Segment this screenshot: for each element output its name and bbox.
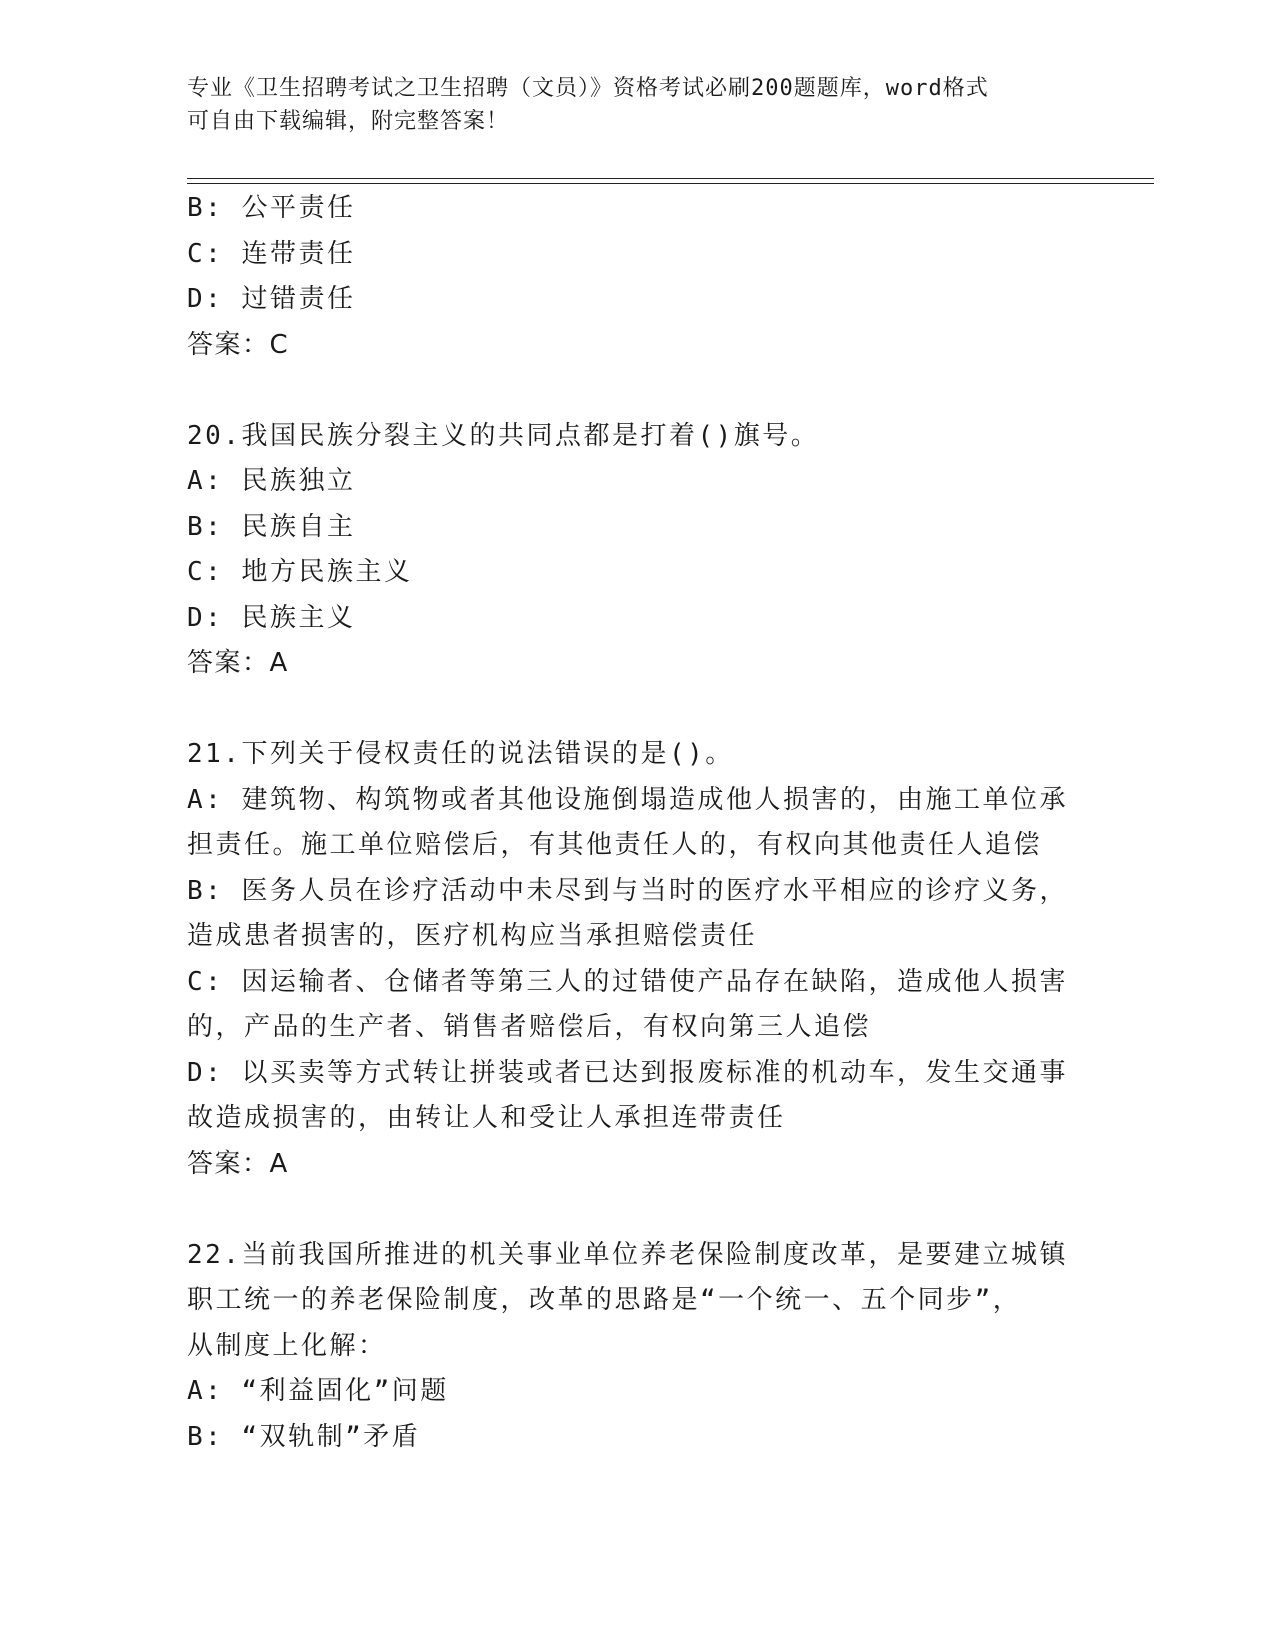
option-a-line-2: 担责任。施工单位赔偿后，有其他责任人的，有权向其他责任人追偿 [187,830,1043,860]
spacer [187,368,1087,414]
question-stem-line-2: 职工统一的养老保险制度，改革的思路是“一个统一、五个同步”， [187,1285,1022,1315]
option-a: A: “利益固化”问题 [187,1376,449,1406]
option-c: C: 连带责任 [187,238,356,269]
question-20 [187,414,1087,687]
answer: 答案：A [187,1148,289,1179]
option-a: A: 民族独立 [187,466,356,496]
answer: 答案：C [187,329,290,360]
answer: 答案：A [187,648,289,678]
question-stem-line-3: 从制度上化解： [187,1330,387,1361]
option-b: B: “双轨制”矛盾 [187,1421,421,1452]
option-d: D: 民族主义 [187,602,356,633]
option-b-line-1: B: 医务人员在诊疗活动中未尽到与当时的医疗水平相应的诊疗义务， [187,875,1068,906]
option-b: B: 公平责任 [187,193,356,223]
question-21 [187,732,1087,1187]
header-rule-bottom [187,183,1154,184]
spacer [187,687,1087,733]
option-c-line-1: C: 因运输者、仓储者等第三人的过错使产品存在缺陷，造成他人损害 [187,966,1068,997]
question-stem: 20.我国民族分裂主义的共同点都是打着()旗号。 [187,420,820,451]
option-b-line-2: 造成患者损害的，医疗机构应当承担赔偿责任 [187,921,758,951]
question-19-tail [187,186,1087,368]
option-b: B: 民族自主 [187,511,356,542]
option-a-line-1: A: 建筑物、构筑物或者其他设施倒塌造成他人损害的，由施工单位承 [187,784,1068,815]
question-22 [187,1233,1087,1461]
option-d-line-1: D: 以买卖等方式转让拼装或者已达到报废标准的机动车，发生交通事 [187,1057,1068,1088]
question-stem-line-1: 22.当前我国所推进的机关事业单位养老保险制度改革，是要建立城镇 [187,1239,1068,1270]
spacer [187,1187,1087,1233]
document-header [187,72,1087,138]
question-list [187,186,1087,1460]
header-rule-top [187,178,1154,179]
option-d: D: 过错责任 [187,284,356,314]
option-c-line-2: 的，产品的生产者、销售者赔偿后，有权向第三人追偿 [187,1012,872,1042]
option-d-line-2: 故造成损害的，由转让人和受让人承担连带责任 [187,1103,786,1133]
header-line-2: 可自由下载编辑，附完整答案！ [187,109,510,134]
question-stem: 21.下列关于侵权责任的说法错误的是()。 [187,739,734,769]
header-line-1: 专业《卫生招聘考试之卫生招聘（文员）》资格考试必刷200题题库，word格式 [187,76,989,101]
option-c: C: 地方民族主义 [187,557,413,587]
